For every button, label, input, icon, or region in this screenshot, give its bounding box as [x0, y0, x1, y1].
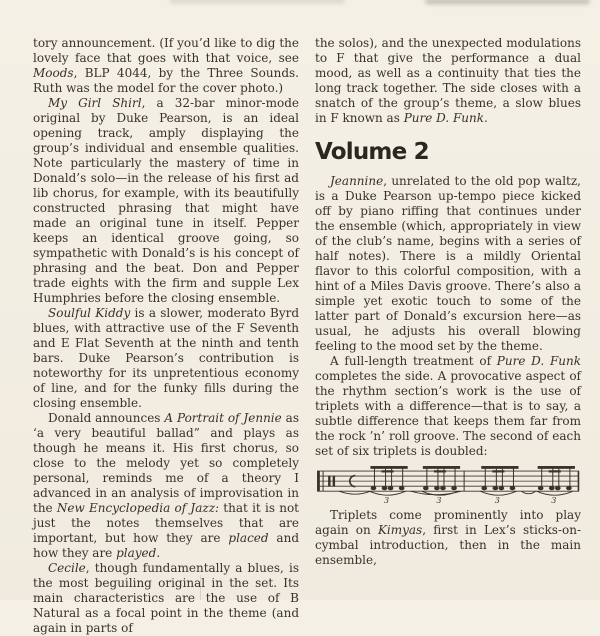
scan-artifact-top-left [170, 0, 345, 3]
triplet-number: 3 [494, 495, 500, 505]
two-column-text [33, 36, 581, 636]
triplet-group [537, 466, 575, 504]
triplet-group [480, 466, 518, 504]
triplet-number: 3 [551, 495, 557, 505]
right-column [315, 36, 581, 636]
triplet-group [369, 466, 407, 504]
double-barline [317, 471, 320, 491]
triplet-number: 3 [383, 495, 390, 505]
paragraph-pure-d-funk: A full-length treatment of Pure D. Funk completes the side. A provocative aspect of the rhythm section’s work is the use of triplets with a difference—that is to say, a subtle difference that keeps them far from the rock ’n’ roll groove. The second of each set of six triplets is doubled: [315, 354, 581, 458]
paragraph-jeannine: Jeannine, unrelated to the old pop waltz, is a Duke Pearson up-tempo piece kicked off by piano riffing that continues under the ensemble (which, appropriately in view of the club’s name, begins with a series of half notes). There is a mildly Oriental flavor to this colorful composition, with a hint of a Miles Davis groove. There’s also a simple yet exotic touch to some of the latter part of Donald’s excursion here—as usual, he adjusts his overall blowing feeling to the mood set by the theme. [315, 174, 581, 353]
paragraph-cecile: Cecile, though fundamentally a blues, is the most beguiling original in the set. Its main characteristics are the use of B Natural as a focal point in the theme (and again in parts of [33, 561, 299, 635]
scan-artifact-top-right [425, 0, 590, 4]
triplet-number: 3 [436, 495, 442, 505]
paragraph-intro-continuation: tory announcement. (If you’d like to dig the lovely face that goes with that voice, see Moods, BLP 4044, by the Three Sounds. Ruth was the model for the cover photo.) [33, 36, 299, 95]
paragraph-soulful-kiddy: Soulful Kiddy is a slower, moderato Byrd blues, with attractive use of the F Seventh and E Flat Seventh at the ninth and tenth bars. Duke Pearson’s contribution is noteworthy for its unpretentious economy of line, and for the funky fills during the closing ensemble. [33, 306, 300, 410]
paragraph-solos-continuation: the solos), and the unexpected modulations to F that give the performance a dual mood, as well as a continuity that ties the long track together. The side closes with a snatch of the group’s theme, a slow blues in F known as Pure D. Funk. [315, 36, 581, 125]
percussion-clef [328, 476, 330, 487]
paragraph-kimyas: Triplets come prominently into play again on Kimyas, first in Lex’s sticks-on-cymbal introduction, then in the main ensemble, [315, 508, 582, 568]
paragraph-my-girl-shirl: My Girl Shirl, a 32-bar minor-mode original by Duke Pearson, is an ideal opening track, amply displaying the group’s individual and ensemble qualities. Note particularly the mastery of time in Donald’s solo—in the release of his first ad lib chorus, for example, with its beautifully constructed phrasing that might have made an original tune in itself. Pepper keeps an identical groove going, so sympathetic with Donald’s is his concept of phrasing and the beat. Don and Pepper trade eights with the firm and supple Lex Humphries before the closing ensemble. [33, 96, 300, 305]
triplet-group [422, 466, 460, 504]
paragraph-portrait-of-jennie: Donald announces A Portrait of Jennie as ‘a very beautiful ballad” and plays as though he means it. His first chorus, so close to the melody yet so completely personal, reminds me of a theory I advanced in an analysis of improvisation in the New Encyclopedia of Jazz: that it is not just the notes themselves that are important, but how they are placed and how they are played. [33, 411, 300, 560]
percussion-clef-bar [333, 476, 335, 487]
volume-2-heading: Volume 2 [315, 139, 429, 165]
triplet-staff-figure [315, 464, 581, 504]
music-notation [315, 464, 581, 504]
left-column [33, 36, 299, 636]
